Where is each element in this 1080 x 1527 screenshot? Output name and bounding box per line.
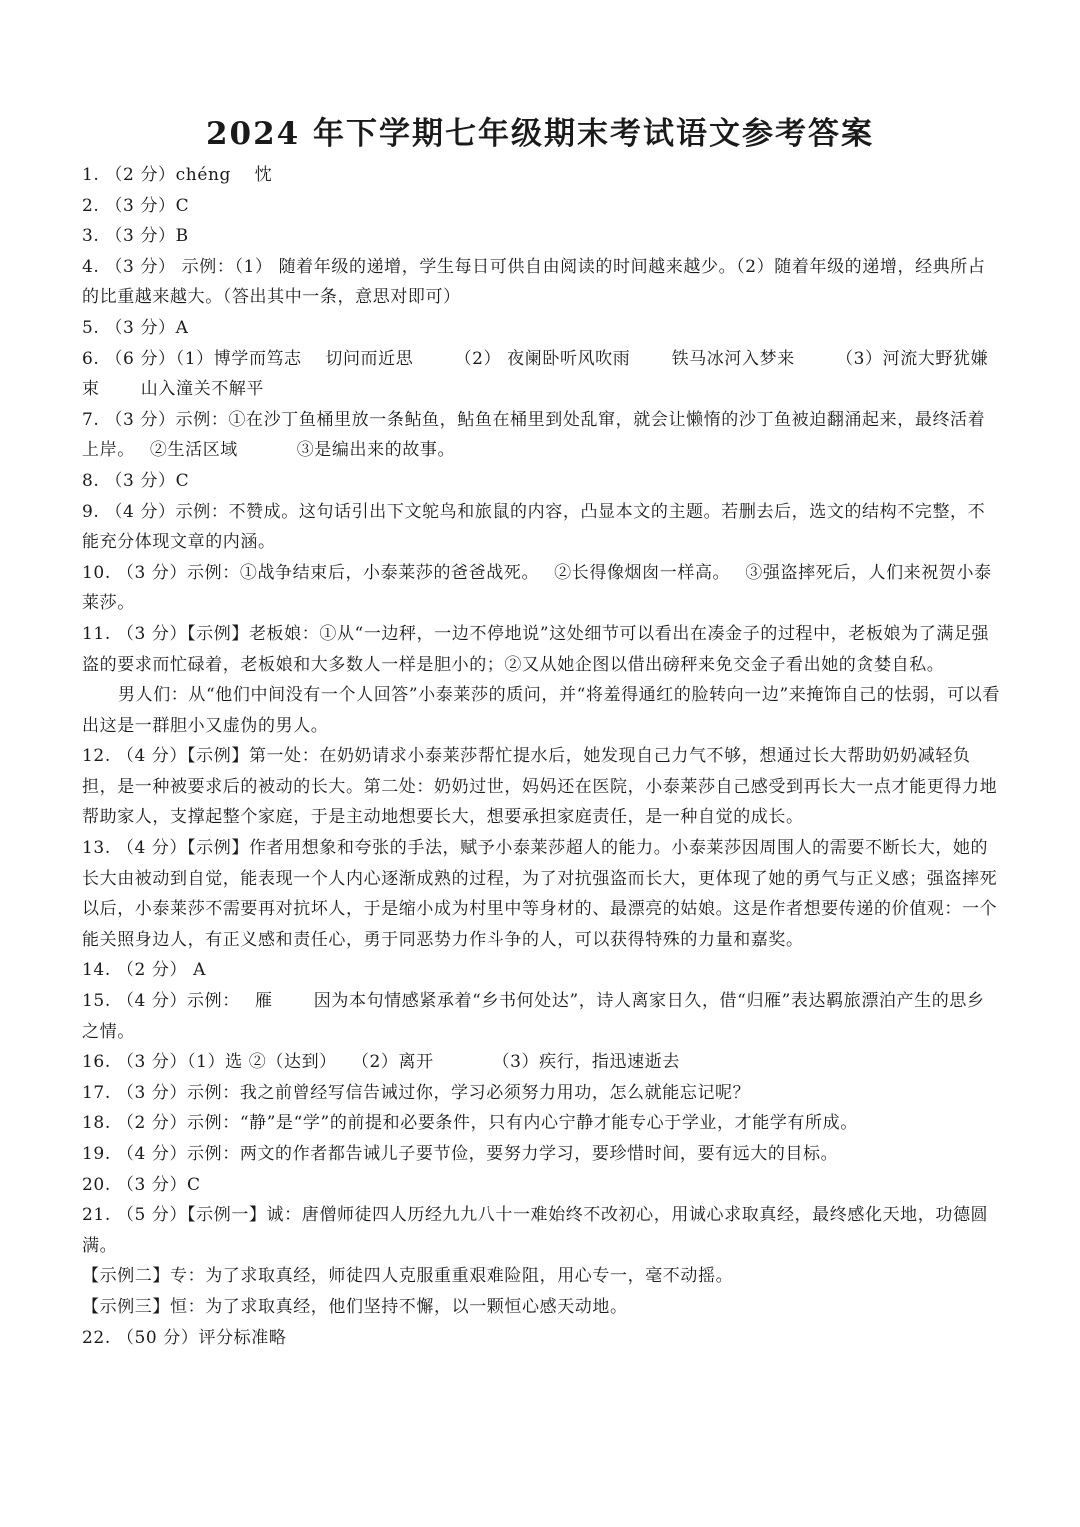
answer-4: 4. （3 分） 示例：（1） 随着年级的递增，学生每日可供自由阅读的时间越来越少。（2）随着年级的递增，经典所占的比重越来越大。（答出其中一条，意思对即可）	[82, 256, 986, 308]
answer-17: 17. （3 分）示例：我之前曾经写信告诫过你，学习必须努力用功，怎么就能忘记呢？	[82, 1082, 751, 1103]
answer-21: 21. （5 分）【示例一】诚：唐僧师徒四人历经九九八十一难始终不改初心，用诚心求取真经，最终感化天地，功德圆满。	[82, 1205, 989, 1256]
document-title: 2024 年下学期七年级期末考试语文参考答案	[205, 116, 875, 152]
answer-12: 12. （4 分）【示例】第一处：在奶奶请求小泰莱莎帮忙提水后，她发现自己力气不够，想通过长大帮助奶奶减轻负担，是一种被要求后的被动的长大。第二处：奶奶过世，妈妈还在医院，小泰莱莎自己感受到再长大一点才能更得力地帮助家人，支撑起整个家庭，于是主动地想要长大，想要承担家庭责任，是一种自觉的成长。	[82, 746, 998, 828]
answer-3: 3. （3 分）B	[82, 226, 189, 247]
answer-15: 15. （4 分）示例： 雁 因为本句情感紧承着“乡书何处达”，诗人离家日久，借“归雁”表达羁旅漂泊产生的思乡之情。	[82, 991, 985, 1042]
answer-5: 5. （3 分）A	[82, 317, 189, 338]
answer-9: 9. （4 分）示例：不赞成。这句话引出下文鸵鸟和旅鼠的内容，凸显本文的主题。若删去后，选文的结构不完整，不能充分体现文章的内涵。	[82, 501, 986, 553]
answer-list	[82, 160, 1002, 1353]
answer-21-example-3: 【示例三】恒：为了求取真经，他们坚持不懈，以一颗恒心感天动地。	[82, 1296, 628, 1317]
answer-19: 19. （4 分）示例：两文的作者都告诫儿子要节俭，要努力学习，要珍惜时间，要有远大的目标。	[82, 1144, 839, 1164]
answer-2: 2. （3 分）C	[82, 195, 190, 216]
answer-16: 16. （3 分）（1）选 ②（达到） （2）离开 （3）疾行，指迅速逝去	[82, 1052, 680, 1073]
answer-10: 10. （3 分）示例：①战争结束后，小泰莱莎的爸爸战死。 ②长得像烟囱一样高。 ③强盗摔死后，人们来祝贺小泰莱莎。	[82, 562, 992, 614]
answer-18: 18. （2 分）示例：“静”是“学”的前提和必要条件，只有内心宁静才能专心于学业，才能学有所成。	[82, 1113, 858, 1134]
answer-11-continued: 男人们：从“他们中间没有一个人回答”小泰莱莎的质问，并“将羞得通红的脸转向一边”来掩饰自己的怯弱，可以看出这是一群胆小又虚伪的男人。	[82, 685, 1000, 736]
answer-21-example-2: 【示例二】专：为了求取真经，师徒四人克服重重艰难险阻，用心专一，毫不动摇。	[82, 1266, 734, 1287]
answer-7: 7. （3 分）示例：①在沙丁鱼桶里放一条鲇鱼，鲇鱼在桶里到处乱窜，就会让懒惰的沙丁鱼被迫翻涌起来，最终活着上岸。 ②生活区域 ③是编出来的故事。	[82, 409, 986, 461]
answer-11: 11. （3 分）【示例】老板娘：①从“一边秤，一边不停地说”这处细节可以看出在凑金子的过程中，老板娘为了满足强盗的要求而忙碌着，老板娘和大多数人一样是胆小的；②又从她企图以借出磅秤来免交金子看出她的贪婪自私。	[82, 623, 990, 675]
answer-8: 8. （3 分）C	[82, 470, 190, 491]
answer-1: 1. （2 分）chéng 忱	[82, 165, 273, 185]
answer-13: 13. （4 分）【示例】作者用想象和夸张的手法，赋予小泰莱莎超人的能力。小泰莱莎因周围人的需要不断长大，她的长大由被动到自觉，能表现一个人内心逐渐成熟的过程，为了对抗强盗而长大，更体现了她的勇气与正义感；强盗摔死以后，小泰莱莎不需要再对抗坏人，于是缩小成为村里中等身材的、最漂亮的姑娘。这是作者想要传递的价值观：一个能关照身边人，有正义感和责任心，勇于同恶势力作斗争的人，可以获得特殊的力量和嘉奖。	[82, 838, 998, 950]
answer-6: 6. （6 分）（1）博学而笃志 切问而近思 （2） 夜阑卧听风吹雨 铁马冰河入梦来 （3）河流大野犹嫌束 山入潼关不解平	[82, 348, 989, 400]
answer-20: 20. （3 分）C	[82, 1174, 201, 1195]
answer-14: 14. （2 分） A	[82, 960, 206, 981]
answer-22: 22. （50 分）评分标准略	[82, 1327, 287, 1348]
